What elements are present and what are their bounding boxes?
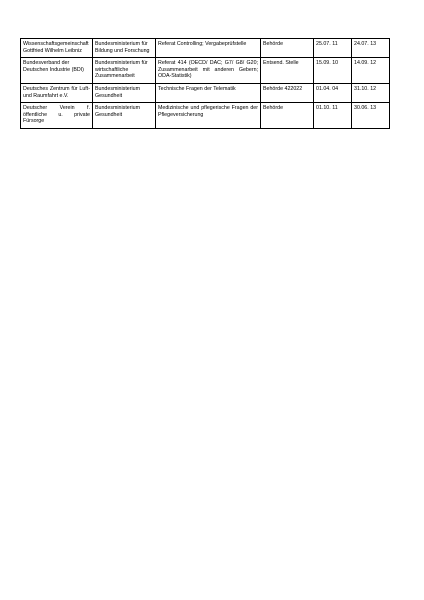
type-cell: Behörde	[261, 103, 314, 129]
topic-cell: Referat 414 (OECD/ DAC; G7/ G8/ G20; Zusammenarbeit mit anderen Gebern; ODA-Statistik)	[156, 58, 261, 84]
start-date-cell: 15.09. 10	[314, 58, 352, 84]
end-date-cell: 24.07. 13	[352, 39, 390, 58]
ministry-cell: Bundesministerium Gesundheit	[93, 83, 156, 102]
table-row	[21, 58, 390, 84]
topic-cell: Medizinische und pflegerische Fragen der Pflegeversicherung	[156, 103, 261, 129]
start-date-cell: 01.10. 11	[314, 103, 352, 129]
table-row	[21, 83, 390, 102]
topic-cell: Referat Controlling; Vergabeprüfstelle	[156, 39, 261, 58]
organisation-cell: Deutsches Zentrum für Luft- und Raumfahrt e.V.	[21, 83, 93, 102]
type-cell: Behörde 422022	[261, 83, 314, 102]
organisation-cell: Deutscher Verein f. öffentliche u. private Fürsorge	[21, 103, 93, 129]
organisation-cell: Bundesverband der Deutschen Industrie (BDI)	[21, 58, 93, 84]
start-date-cell: 25.07. 11	[314, 39, 352, 58]
ministry-cell: Bundesministerium für Bildung und Forschung	[93, 39, 156, 58]
start-date-cell: 01.04. 04	[314, 83, 352, 102]
ministry-cell: Bundesministerium Gesundheit	[93, 103, 156, 129]
topic-cell: Technische Fragen der Telematik	[156, 83, 261, 102]
table-row	[21, 103, 390, 129]
type-cell: Behörde	[261, 39, 314, 58]
organisation-cell: Wissenschaftsgemeinschaft Gottfried Wilhelm Leibniz	[21, 39, 93, 58]
end-date-cell: 31.10. 12	[352, 83, 390, 102]
type-cell: Entsend. Stelle	[261, 58, 314, 84]
end-date-cell: 30.06. 13	[352, 103, 390, 129]
end-date-cell: 14.09. 12	[352, 58, 390, 84]
ministry-cell: Bundesministerium für wirtschaftliche Zusammenarbeit	[93, 58, 156, 84]
table-row	[21, 39, 390, 58]
assignments-table	[20, 38, 390, 129]
